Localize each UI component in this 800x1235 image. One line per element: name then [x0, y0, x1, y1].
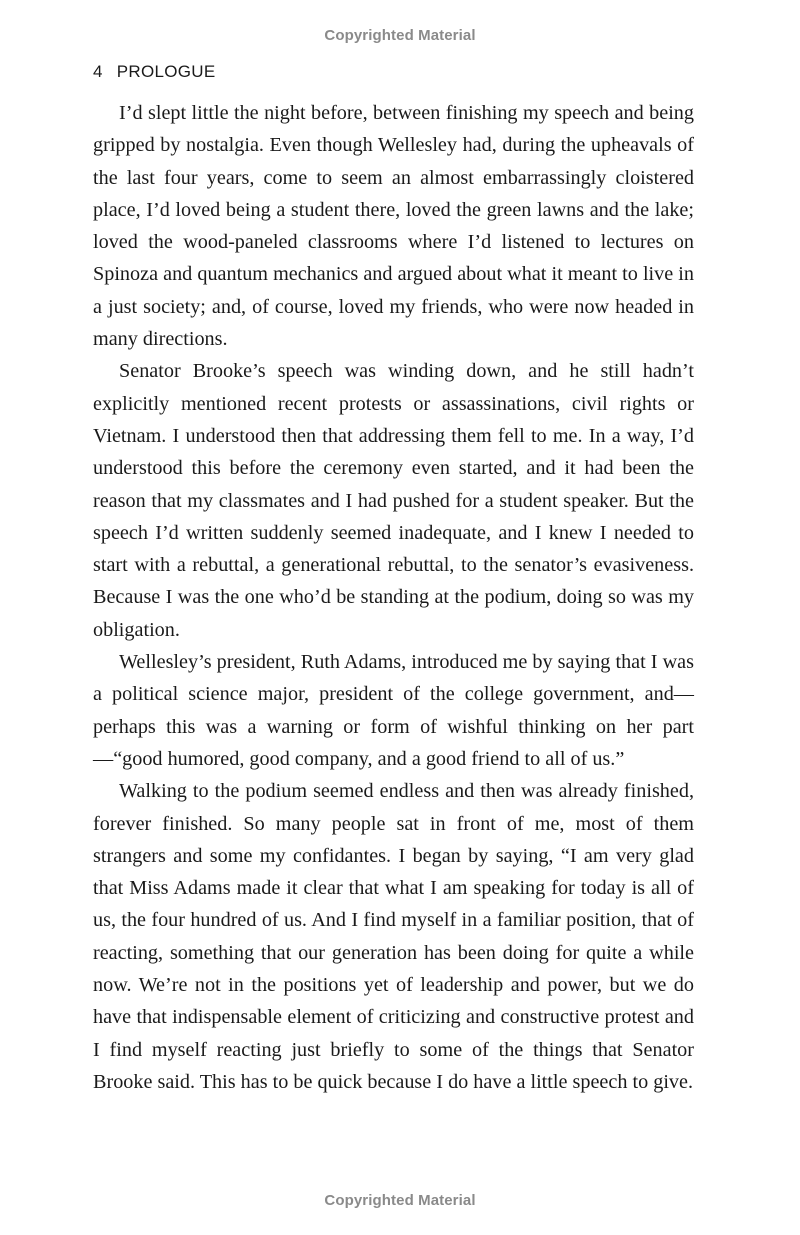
running-head: [93, 62, 216, 82]
section-title: PROLOGUE: [116, 62, 216, 81]
paragraph: Wellesley’s president, Ruth Adams, introduced me by saying that I was a political science major, president of the college government, and—perhaps this was a warning or form of wishful thinking on her part—“good humored, good company, and a good friend to all of us.”: [93, 651, 694, 770]
copyright-watermark-bottom: Copyrighted Material: [324, 1192, 476, 1209]
body-text: [93, 97, 694, 1098]
paragraph: Senator Brooke’s speech was winding down, and he still hadn’t explicitly mentioned recent protests or assassinations, civil rights or Vietnam. I understood then that addressing them fell to me. In a way, I’d understood this before the ceremony even started, and it had been the reason that my classmates and I had pushed for a student speaker. But the speech I’d written suddenly seemed inadequate, and I knew I needed to start with a rebuttal, a generational rebuttal, to the senator’s evasiveness. Because I was the one who’d be standing at the podium, doing so was my obligation.: [93, 360, 694, 641]
copyright-watermark-top: Copyrighted Material: [324, 27, 476, 44]
page-number: 4: [93, 62, 103, 81]
paragraph: Walking to the podium seemed endless and then was already finished, forever finished. So many people sat in front of me, most of them strangers and some my confidantes. I began by saying, “I am very glad that Miss Adams made it clear that what I am speaking for today is all of us, the four hundred of us. And I find myself in a familiar position, that of reacting, something that our generation has been doing for quite a while now. We’re not in the positions yet of leadership and power, but we do have that indispensable element of criticizing and constructive protest and I find myself reacting just briefly to some of the things that Senator Brooke said. This has to be quick because I do have a little speech to give.: [93, 780, 694, 1093]
paragraph: I’d slept little the night before, between finishing my speech and being gripped by nostalgia. Even though Wellesley had, during the upheavals of the last four years, come to seem an almost embarrassingly cloistered place, I’d loved being a student there, loved the green lawns and the lake; loved the wood-paneled classrooms where I’d listened to lectures on Spinoza and quantum mechanics and argued about what it meant to live in a just society; and, of course, loved my friends, who were now headed in many directions.: [93, 102, 694, 351]
